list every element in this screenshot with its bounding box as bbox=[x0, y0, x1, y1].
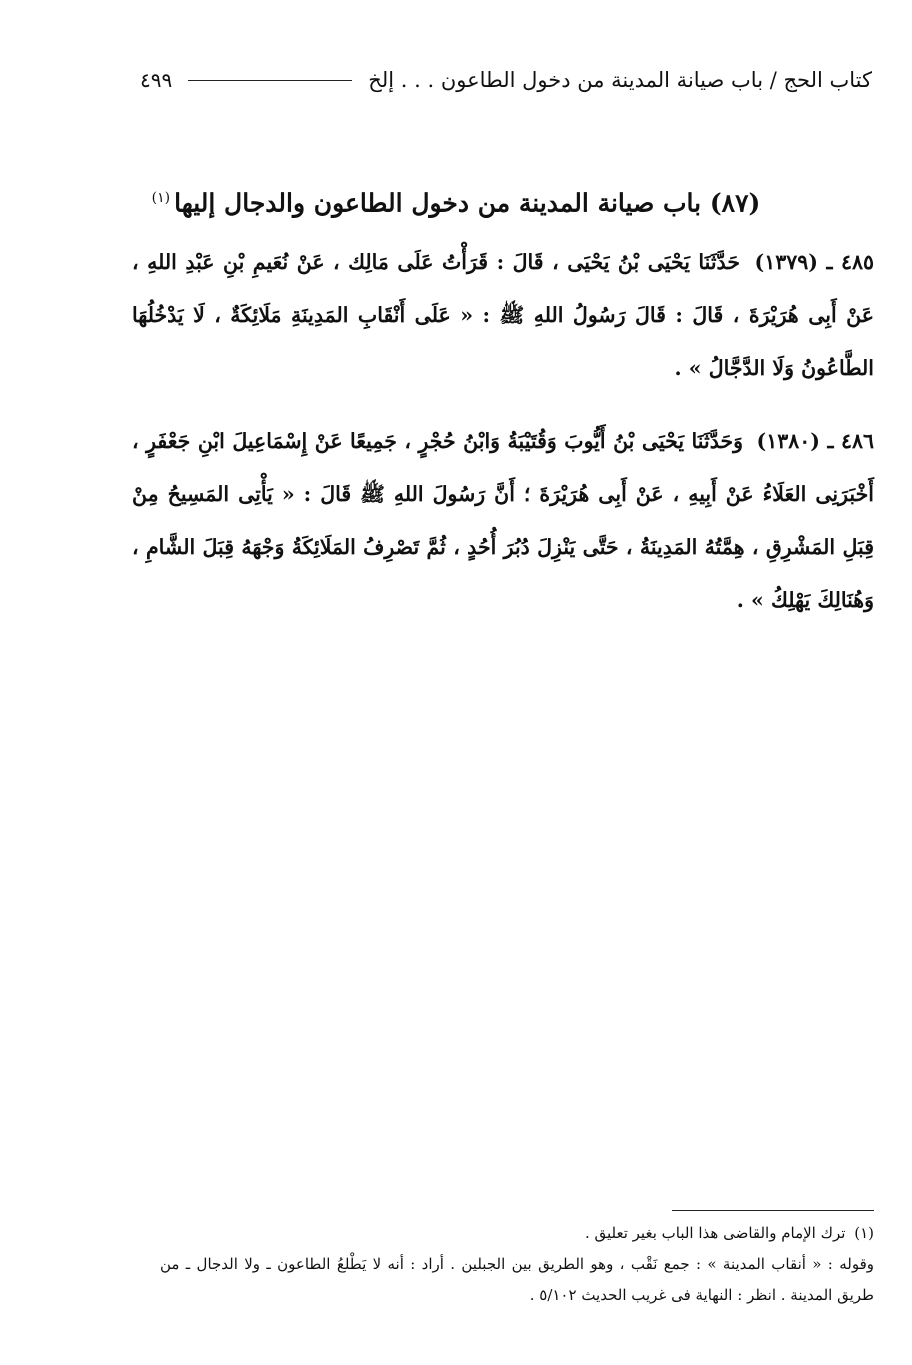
hadith-text: وَحَدَّثَنَا يَحْيَى بْنُ أَيُّوبَ وَقُتَيْبَةُ وَابْنُ حُجْرٍ ، جَمِيعًا عَنْ إِسْمَاعِيلَ ابْنِ جَعْفَرٍ ، أَخْبَرَنِى العَلَاءُ عَنْ أَبِيهِ ، عَنْ أَبِى هُرَيْرَةَ ؛ أَنَّ رَسُولَ اللهِ ﷺ قَالَ : « يَأْتِى المَسِيحُ مِنْ قِبَلِ المَشْرِقِ ، هِمَّتُهُ المَدِينَةُ ، حَتَّى يَنْزِلَ دُبُرَ أُحُدٍ ، ثُمَّ تَصْرِفُ المَلَائِكَةُ وَجْهَهُ قِبَلَ الشَّامِ ، وَهُنَالِكَ يَهْلِكُ » . bbox=[132, 429, 874, 612]
hadith-number: ٤٨٥ ـ (١٣٧٩) bbox=[754, 250, 874, 274]
hadith-text: حَدَّثَنَا يَحْيَى بْنُ يَحْيَى ، قَالَ : قَرَأْتُ عَلَى مَالِك ، عَنْ نُعَيمِ بْنِ عَبْدِ اللهِ ، عَنْ أَبِى هُرَيْرَةَ ، قَالَ : قَالَ رَسُولُ اللهِ ﷺ : « عَلَى أَنْقَابِ المَدِينَةِ مَلَائِكَةٌ ، لَا يَدْخُلُهَا الطَّاعُونُ وَلَا الدَّجَّالُ » . bbox=[132, 250, 874, 380]
hadith-486 bbox=[132, 415, 874, 627]
footnote-text: ترك الإمام والقاضى هذا الباب بغير تعليق . bbox=[584, 1224, 846, 1242]
hadith-485 bbox=[132, 236, 874, 395]
footnote-ref: (١) bbox=[854, 1224, 874, 1242]
chapter-heading bbox=[100, 178, 812, 223]
footnote-rule bbox=[672, 1210, 874, 1211]
footnote-text: وقوله : « أنقاب المدينة » : جمع نَقْب ، وهو الطريق بين الجبلين . أراد : أنه لا يَطْلعُ الطاعون ـ ولا الدجال ـ من طريق المدينة . انظر : النهاية فى غريب الحديث ٥/١٠٢ . bbox=[160, 1255, 874, 1304]
footnote-2 bbox=[160, 1249, 874, 1311]
chapter-title: (٨٧) باب صيانة المدينة من دخول الطاعون والدجال إليها bbox=[174, 188, 761, 218]
page-number: ٤٩٩ bbox=[140, 68, 173, 92]
hadith-number: ٤٨٦ ـ (١٣٨٠) bbox=[756, 429, 875, 453]
footnotes bbox=[160, 1218, 874, 1311]
running-title: كتاب الحج / باب صيانة المدينة من دخول الطاعون . . . إلخ bbox=[368, 68, 872, 92]
running-header bbox=[140, 62, 872, 98]
hadith-body bbox=[132, 236, 874, 627]
footnote-1 bbox=[160, 1218, 874, 1249]
header-rule bbox=[188, 80, 352, 81]
chapter-footnote-ref: (١) bbox=[151, 190, 171, 206]
